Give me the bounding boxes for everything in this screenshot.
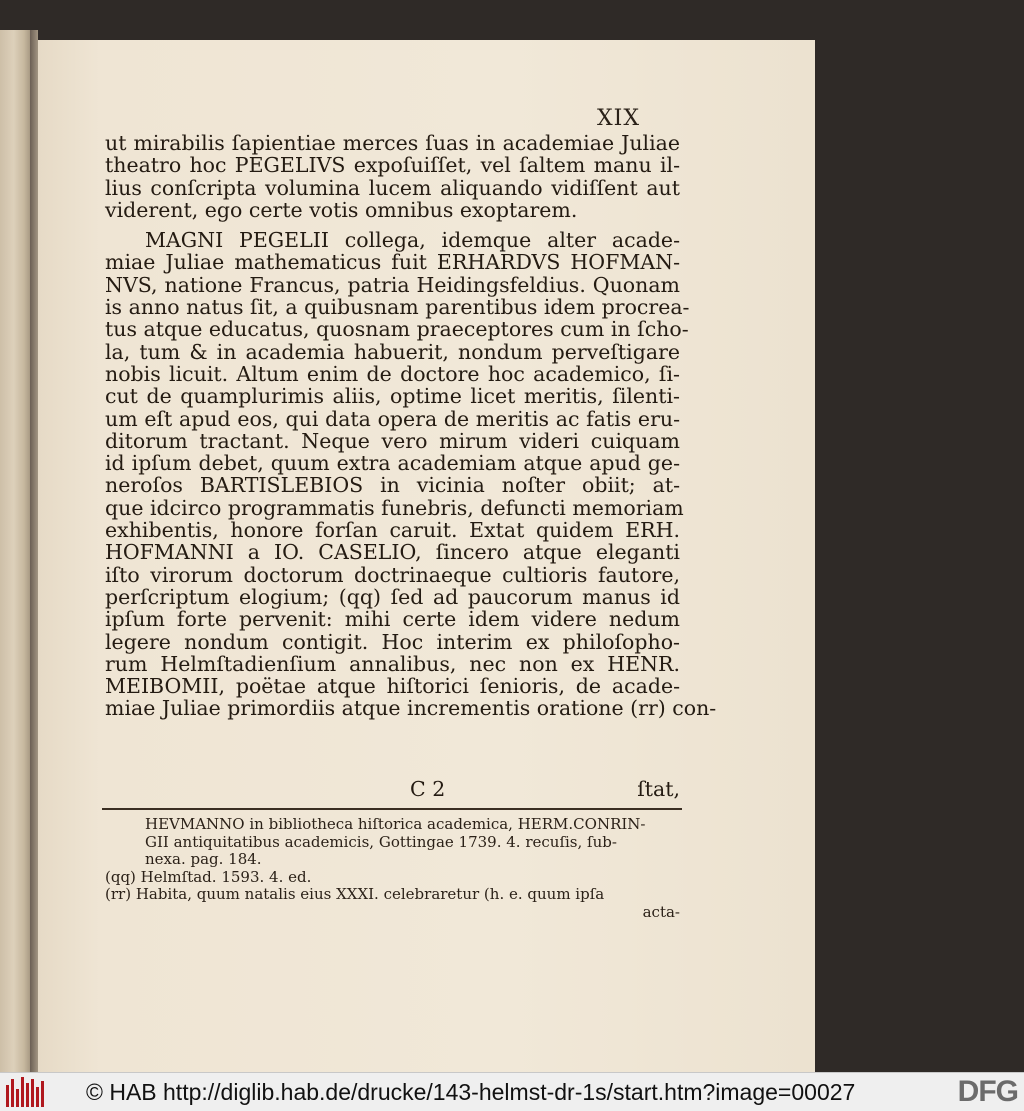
body-text: [105, 131, 717, 721]
text-line: HOFMANNI a IO. CASELIO, ſincero atque eleganti: [105, 540, 680, 565]
text-line: id ipſum debet, quum extra academiam atque apud ge-: [105, 451, 680, 476]
text-line: viderent, ego certe votis omnibus exoptarem.: [105, 197, 578, 222]
text-line: legere nondum contigit. Hoc interim ex philoſopho-: [105, 629, 680, 654]
book-page: [38, 40, 815, 1072]
text-line: theatro hoc PEGELIVS expoſuiſſet, vel ſaltem manu il-: [105, 153, 680, 178]
text-line: NVS, natione Francus, patria Heidingsfeldius. Quonam: [105, 272, 680, 297]
text-line: ditorum tractant. Neque vero mirum videri cuiquam: [105, 428, 680, 453]
catchword: ſtat,: [637, 777, 680, 801]
text-line: exhibentis, honore forſan caruit. Extat quidem ERH.: [105, 518, 680, 543]
footnote-line: (qq) Helmſtad. 1593. 4. ed.: [105, 867, 312, 886]
text-line: neroſos BARTISLEBIOS in vicinia noſter obiit; at-: [105, 473, 680, 498]
text-line: MEIBOMII, poëtae atque hiſtorici ſenioris, de acade-: [105, 674, 680, 699]
footnote-line: acta-: [642, 902, 680, 921]
page-number: XIX: [596, 106, 640, 131]
text-line: is anno natus ſit, a quibusnam parentibus idem procrea-: [105, 295, 690, 320]
previous-page-edge: [0, 30, 30, 1072]
copyright-url[interactable]: © HAB http://diglib.hab.de/drucke/143-helmst-dr-1s/start.htm?image=00027: [86, 1079, 856, 1105]
footnotes: [105, 816, 680, 921]
text-line: miae Juliae mathematicus fuit ERHARDVS HOFMAN-: [105, 250, 680, 275]
text-line: ut mirabilis ſapientiae merces ſuas in academiae Juliae: [105, 131, 680, 155]
text-line: MAGNI PEGELII collega, idemque alter acade-: [145, 228, 680, 253]
footer-bar: [0, 1072, 1024, 1111]
text-line: cut de quamplurimis aliis, optime licet meritis, ſilenti-: [105, 384, 680, 409]
hab-logo-icon: [6, 1077, 48, 1107]
footnote-rule: [102, 808, 682, 810]
text-line: lius conſcripta volumina lucem aliquando vidiſſent aut: [105, 175, 680, 200]
dfg-logo: DFG: [957, 1075, 1018, 1108]
text-line: rum Helmſtadienſium annalibus, nec non ex HENR.: [105, 651, 680, 676]
signature-row: [105, 777, 680, 801]
text-line: tus atque educatus, quosnam praeceptores cum in ſcho-: [105, 317, 689, 342]
footnote-line: GII antiquitatibus academicis, Gottingae 1739. 4. recuſis, ſub-: [145, 832, 617, 851]
text-line: ipſum forte pervenit: mihi certe idem videre nedum: [105, 607, 680, 632]
text-line: la, tum & in academia habuerit, nondum perveſtigare: [105, 339, 680, 364]
text-line: que idcirco programmatis funebris, defuncti memoriam: [105, 495, 684, 520]
text-line: perſcriptum elogium; (qq) ſed ad paucorum manus id: [105, 584, 680, 609]
footnote-line: (rr) Habita, quum natalis eius XXXI. celebraretur (h. e. quum ipſa: [105, 885, 605, 903]
footnote-line: nexa. pag. 184.: [145, 850, 262, 868]
book-gutter: [30, 30, 38, 1072]
footnote-line: HEVMANNO in bibliotheca hiſtorica academica, HERM.CONRIN-: [145, 815, 646, 833]
signature-mark: C 2: [410, 777, 446, 801]
text-line: um eſt apud eos, qui data opera de meritis ac fatis eru-: [105, 406, 680, 431]
text-line: iſto virorum doctorum doctrinaeque cultioris fautore,: [105, 562, 680, 587]
text-line: miae Juliae primordiis atque incrementis oratione (rr) con-: [105, 696, 717, 721]
text-line: nobis licuit. Altum enim de doctore hoc academico, ſi-: [105, 361, 680, 386]
